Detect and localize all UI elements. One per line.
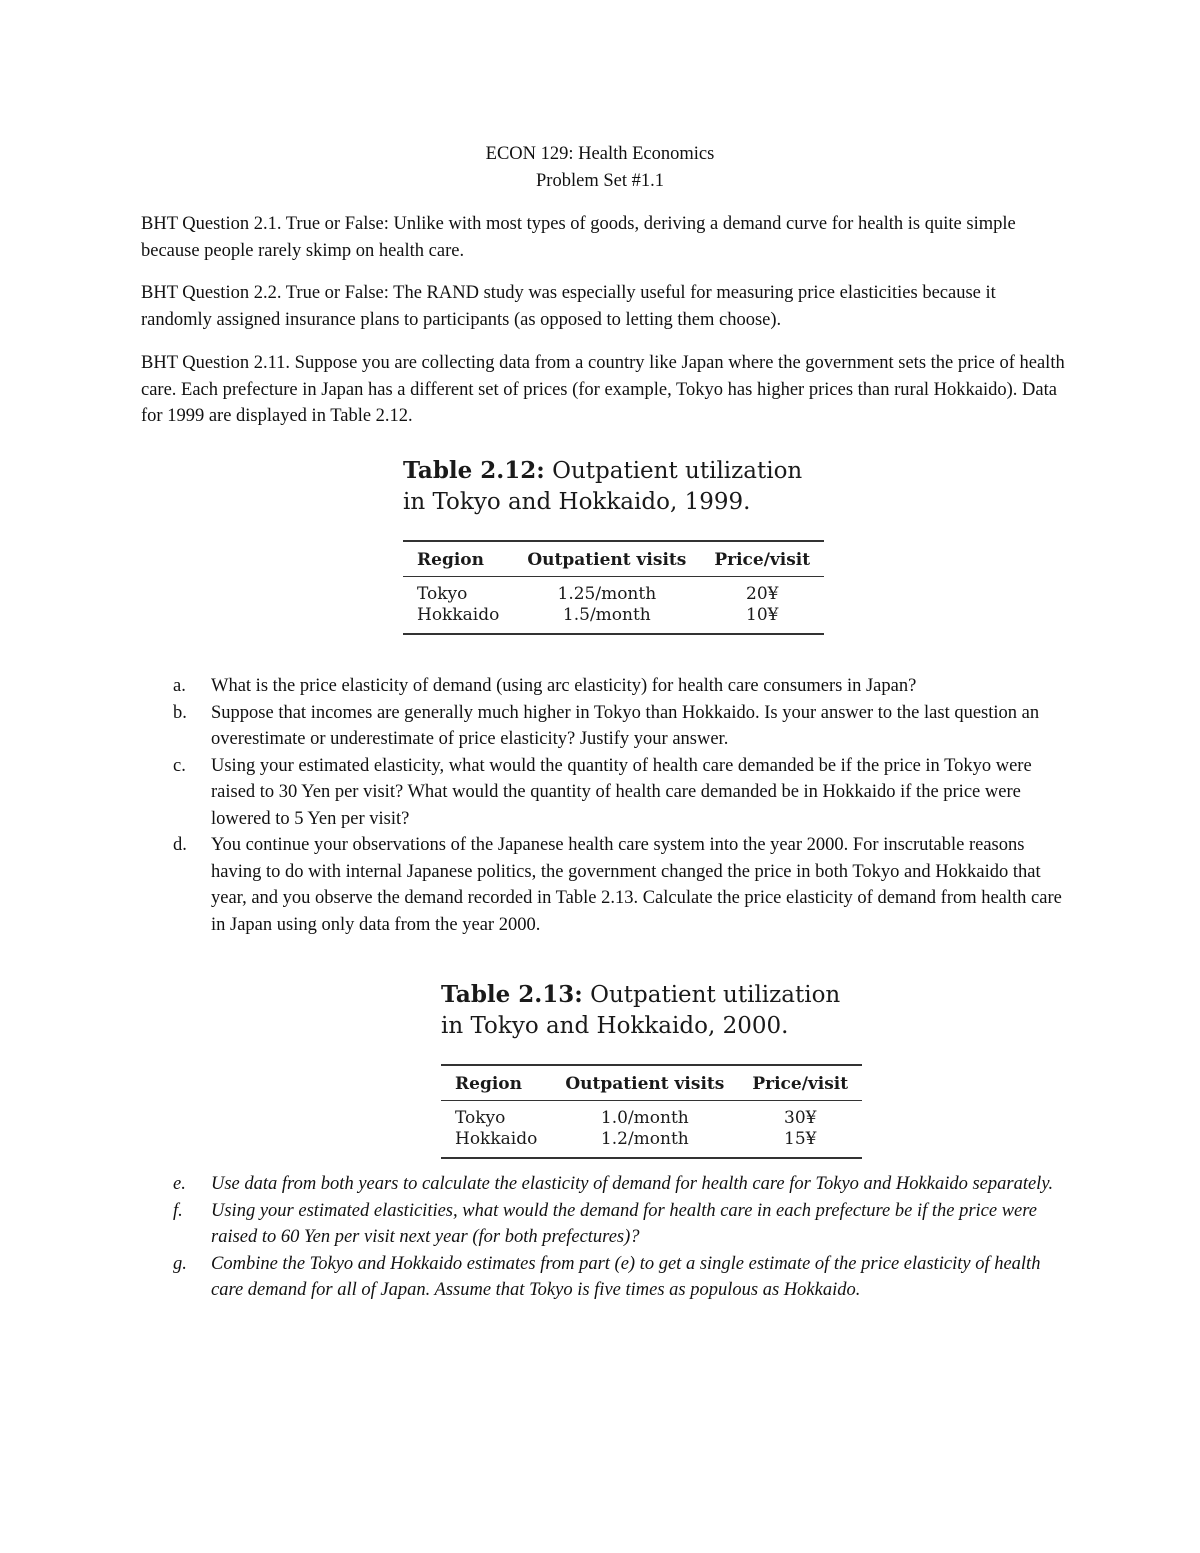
list-item-text: Use data from both years to calculate the elasticity of demand for health care for Tokyo and Hokkaido separately. (211, 1174, 1054, 1194)
column-header: Region (441, 1065, 551, 1101)
table-cell: 30¥ (784, 1108, 817, 1128)
list-item-text: Using your estimated elasticities, what would the demand for health care in each prefecture be if the price were raised to 60 Yen per visit next year (for both prefectures)? (211, 1200, 1037, 1247)
table-cell: 1.25/month (557, 584, 657, 604)
column-header: Outpatient visits (513, 541, 700, 577)
table-row (441, 1101, 862, 1130)
question-2-11: BHT Question 2.11. Suppose you are collecting data from a country like Japan where the government sets the price of health care. Each prefecture in Japan has a different set of prices (for example, Tokyo has higher prices than rural Hokkaido). Data for 1999 are displayed in Table 2.12. (141, 353, 1065, 426)
table-row (403, 605, 824, 634)
table-title-line2: in Tokyo and Hokkaido, 2000. (441, 1013, 789, 1039)
question-parts-e-g (173, 1171, 1066, 1304)
list-item (173, 832, 1066, 938)
column-header: Price/visit (700, 541, 824, 577)
course-title: ECON 129: Health Economics (485, 144, 715, 164)
list-item (173, 1198, 1066, 1251)
table-cell: 20¥ (746, 584, 779, 604)
table-2-12 (403, 455, 824, 635)
table-label: Table 2.12: (403, 457, 545, 484)
problem-set-title: Problem Set #1.1 (536, 171, 664, 191)
data-table (403, 540, 824, 635)
list-marker: b. (173, 702, 187, 723)
list-marker: a. (173, 676, 186, 696)
list-marker: c. (173, 755, 186, 776)
column-header: Price/visit (738, 1065, 862, 1101)
table-header-row (403, 541, 824, 577)
list-marker: d. (173, 835, 187, 855)
table-title-line1: Outpatient utilization (590, 982, 841, 1008)
list-marker: g. (173, 1253, 187, 1274)
table-cell: Hokkaido (441, 1129, 551, 1158)
table-header-row (441, 1065, 862, 1101)
table-cell: Hokkaido (403, 605, 513, 634)
list-item (173, 1171, 1066, 1198)
list-marker: e. (173, 1174, 186, 1194)
table-title-line1: Outpatient utilization (552, 458, 803, 484)
table-caption (403, 455, 824, 518)
table-label: Table 2.13: (441, 981, 583, 1008)
list-item (173, 673, 1066, 700)
question-2-2: BHT Question 2.2. True or False: The RAND study was especially useful for measuring price elasticities because it randomly assigned insurance plans to participants (as opposed to letting them choose). (141, 283, 996, 330)
list-item (173, 753, 1066, 833)
data-table (441, 1064, 862, 1159)
list-item-text: Suppose that incomes are generally much higher in Tokyo than Hokkaido. Is your answer to the last question an overestimate or underestimate of price elasticity? Justify your answer. (211, 702, 1040, 749)
table-title-line2: in Tokyo and Hokkaido, 1999. (403, 489, 751, 515)
list-item (173, 700, 1066, 753)
table-cell: 1.0/month (600, 1108, 689, 1128)
column-header: Region (403, 541, 513, 577)
list-item-text: Using your estimated elasticity, what would the quantity of health care demanded be if the price in Tokyo were raised to 30 Yen per visit? What would the quantity of health care demanded be in Hokkaido if the price were lowered to 5 Yen per visit? (211, 755, 1032, 829)
table-cell: 1.5/month (513, 605, 700, 634)
table-caption (441, 979, 862, 1042)
table-cell: 10¥ (700, 605, 824, 634)
table-row (441, 1129, 862, 1158)
question-2-1: BHT Question 2.1. True or False: Unlike with most types of goods, deriving a demand curve for health is quite simple because people rarely skimp on health care. (141, 214, 1016, 261)
list-marker: f. (173, 1200, 183, 1221)
list-item-text: You continue your observations of the Japanese health care system into the year 2000. For inscrutable reasons having to do with internal Japanese politics, the government changed the price in both Tokyo and Hokkaido that year, and you observe the demand recorded in Table 2.13. Calculate the price elasticity of demand from health care in Japan using only data from the year 2000. (211, 835, 1062, 935)
question-parts-a-d (173, 673, 1066, 938)
table-cell: Tokyo (455, 1108, 506, 1128)
table-2-13 (441, 979, 862, 1159)
table-cell: 15¥ (738, 1129, 862, 1158)
list-item-text: What is the price elasticity of demand (using arc elasticity) for health care consumers in Japan? (211, 676, 917, 696)
list-item-text: Combine the Tokyo and Hokkaido estimates from part (e) to get a single estimate of the price elasticity of health care demand for all of Japan. Assume that Tokyo is five times as populous as Hokkaido. (211, 1253, 1041, 1300)
table-row (403, 577, 824, 606)
list-item (173, 1251, 1066, 1304)
table-cell: Tokyo (417, 584, 468, 604)
table-cell: 1.2/month (551, 1129, 738, 1158)
column-header: Outpatient visits (551, 1065, 738, 1101)
